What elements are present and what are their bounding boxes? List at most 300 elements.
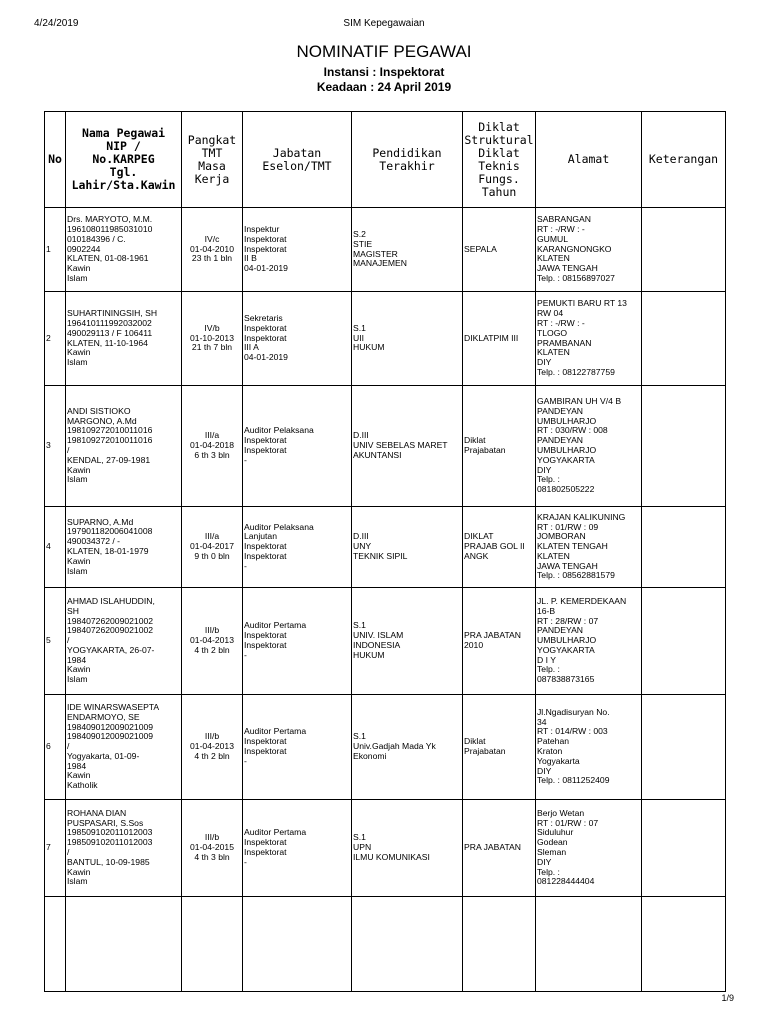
cell-nama-line: Islam	[67, 474, 88, 485]
cell-alamat-line: Telp. :	[537, 474, 560, 485]
cell-nama-line: 1984	[67, 760, 87, 771]
cell-pendidikan	[352, 507, 463, 588]
cell-alamat-line: PRAMBANAN	[537, 337, 592, 348]
cell-alamat-line: UMBULHARJO	[537, 415, 597, 426]
cell-jabatan	[243, 208, 352, 292]
cell-alamat-line: GUMUL	[537, 233, 569, 244]
cell-nama-line: ENDARMOYO, SE	[67, 711, 140, 722]
cell-alamat-line: PANDEYAN	[537, 625, 584, 636]
cell-jabatan-line: -	[244, 856, 247, 867]
cell-nama-line: Drs. MARYOTO, M.M.	[67, 214, 153, 225]
cell-nama-line: ANDI SISTIOKO	[67, 405, 131, 416]
cell-alamat-line: Jl.Ngadisuryan No.	[537, 706, 610, 717]
cell-alamat	[536, 386, 642, 507]
cell-pangkat-line: III/a	[204, 531, 220, 542]
cell-alamat-line: Telp. : 08562881579	[537, 570, 615, 581]
cell-alamat-line: Kraton	[537, 746, 563, 756]
cell-alamat-line: KLATEN TENGAH	[537, 541, 608, 552]
empty-cell	[243, 897, 352, 992]
cell-jabatan	[243, 588, 352, 695]
cell-nama-line: SUHARTININGSIH, SH	[67, 308, 158, 319]
cell-jabatan-line: Inspektorat	[244, 233, 287, 244]
cell-keterangan	[642, 292, 726, 386]
cell-pangkat-line: IV/b	[204, 322, 220, 333]
cell-nama-line: Kawin	[67, 770, 91, 781]
cell-no: 2	[45, 292, 66, 386]
cell-alamat-line: 087838873165	[537, 674, 595, 685]
cell-nama-line: Katholik	[67, 780, 98, 791]
table-row-empty	[45, 897, 726, 992]
cell-jabatan-line: -	[244, 755, 247, 766]
cell-diklat-line: DIKLATPIM III	[464, 332, 519, 343]
keadaan-label: Keadaan : 24 April 2019	[316, 80, 452, 94]
cell-nama-line: Kawin	[67, 263, 91, 274]
cell-jabatan-line: Inspektorat	[244, 332, 287, 343]
cell-pangkat	[182, 800, 243, 897]
cell-jabatan	[243, 695, 352, 800]
cell-nama-line: /	[67, 635, 70, 646]
cell-nama-line: MARGONO, A.Md	[67, 415, 137, 426]
cell-alamat-line: Patehan	[537, 736, 570, 747]
cell-pangkat-line: 4 th 2 bln	[194, 644, 230, 655]
header-nama-line: Nama Pegawai	[81, 126, 166, 140]
cell-pendidikan-line: HUKUM	[353, 342, 385, 353]
cell-alamat-line: PANDEYAN	[537, 435, 584, 446]
cell-pendidikan-line: UNIV. ISLAM	[353, 630, 404, 641]
cell-alamat-line: RT : 01/RW : 09	[537, 521, 599, 532]
cell-pangkat	[182, 208, 243, 292]
cell-pendidikan-line: D.III	[353, 531, 369, 542]
cell-nama-line: 198409012009021009	[67, 721, 154, 732]
cell-pendidikan-line: UPN	[353, 842, 372, 853]
cell-pangkat-line: 01-04-2017	[190, 541, 234, 552]
header-alamat: Alamat	[536, 112, 642, 208]
cell-nama	[66, 292, 182, 386]
cell-alamat-line: PEMUKTI BARU RT 13	[537, 298, 627, 309]
cell-pangkat-line: 4 th 3 bln	[194, 851, 230, 862]
table-row	[45, 695, 726, 800]
cell-jabatan-line: Inspektorat	[244, 640, 287, 650]
cell-jabatan-line: Inspektorat	[244, 243, 287, 254]
cell-jabatan-line: Inspektorat	[244, 541, 287, 552]
cell-diklat-line: 2010	[464, 640, 484, 650]
cell-pangkat	[182, 507, 243, 588]
header-pangkat-line: TMT	[201, 145, 223, 160]
cell-pendidikan-line: S.1	[353, 832, 366, 843]
empty-cell	[463, 897, 536, 992]
cell-nama-line: 0902244	[67, 243, 101, 254]
cell-jabatan-line: Inspektur	[244, 224, 280, 234]
cell-nama-line: KLATEN, 01-08-1961	[67, 253, 149, 264]
cell-pendidikan-line: Univ.Gadjah Mada Yk	[353, 741, 436, 752]
cell-pangkat	[182, 386, 243, 507]
table-row	[45, 800, 726, 897]
cell-pangkat-line: IV/c	[204, 233, 220, 244]
cell-jabatan-line: Inspektorat	[244, 435, 287, 446]
cell-alamat-line: 081228444404	[537, 876, 595, 887]
cell-pendidikan	[352, 588, 463, 695]
empty-cell	[182, 897, 243, 992]
cell-pendidikan-line: ILMU KOMUNIKASI	[353, 851, 430, 862]
cell-jabatan-line: Lanjutan	[244, 531, 277, 542]
header-pangkat-line: Kerja	[194, 171, 230, 186]
cell-jabatan-line: II B	[244, 253, 257, 264]
cell-keterangan	[642, 507, 726, 588]
cell-nama-line: Kawin	[67, 555, 91, 566]
cell-nama-line: 490034372 / -	[67, 536, 121, 547]
cell-alamat	[536, 292, 642, 386]
cell-alamat-line: Berjo Wetan	[537, 807, 585, 818]
cell-pendidikan-line: INDONESIA	[353, 640, 401, 650]
cell-jabatan-line: Inspektorat	[244, 550, 287, 561]
cell-alamat-line: RT : 014/RW : 003	[537, 726, 608, 737]
cell-pangkat-line: III/b	[204, 832, 220, 843]
cell-jabatan-line: Auditor Pelaksana	[244, 521, 314, 532]
cell-alamat-line: UMBULHARJO	[537, 635, 597, 646]
cell-alamat	[536, 507, 642, 588]
cell-alamat-line: RW 04	[537, 308, 564, 319]
cell-nama-line: Kawin	[67, 347, 91, 358]
cell-pangkat-line: 01-04-2013	[190, 635, 234, 646]
cell-alamat-line: RT : 01/RW : 07	[537, 817, 599, 828]
header-pangkat	[182, 112, 243, 208]
cell-jabatan-line: -	[244, 454, 247, 465]
cell-alamat-line: Sleman	[537, 847, 567, 857]
cell-pendidikan	[352, 208, 463, 292]
cell-diklat-line: Diklat	[464, 736, 486, 747]
cell-pendidikan-line: STIE	[353, 238, 373, 249]
cell-jabatan	[243, 800, 352, 897]
cell-alamat-line: SABRANGAN	[537, 214, 591, 225]
cell-no: 7	[45, 800, 66, 897]
cell-alamat-line: Telp. :	[537, 866, 560, 877]
cell-alamat-line: PANDEYAN	[537, 405, 584, 416]
cell-alamat-line: KRAJAN KALIKUNING	[537, 511, 626, 522]
cell-jabatan-line: Inspektorat	[244, 445, 287, 455]
header-nama-line: NIP /	[106, 139, 141, 153]
cell-alamat-line: RT : -/RW : -	[537, 224, 585, 234]
instansi-label: Instansi : Inspektorat	[323, 65, 445, 79]
cell-alamat-line: 34	[537, 716, 547, 727]
cell-alamat-line: GAMBIRAN UH V/4 B	[537, 396, 622, 407]
header-pendidikan	[352, 112, 463, 208]
header-diklat-line: Fungs.	[478, 171, 520, 186]
cell-alamat	[536, 800, 642, 897]
cell-diklat-line: PRA JABATAN	[464, 630, 521, 641]
cell-nama-line: Yogyakarta, 01-09-	[67, 750, 140, 761]
cell-alamat	[536, 695, 642, 800]
cell-jabatan-line: -	[244, 560, 247, 571]
cell-pangkat-line: 01-04-2013	[190, 741, 234, 752]
cell-nama-line: 198407262009021002	[67, 615, 154, 626]
print-date: 4/24/2019	[34, 18, 79, 29]
cell-nama-line: KLATEN, 11-10-1964	[67, 337, 148, 348]
cell-diklat	[463, 292, 536, 386]
cell-alamat-line: 16-B	[537, 605, 556, 616]
header-diklat	[463, 112, 536, 208]
cell-nama-line: KLATEN, 18-01-1979	[67, 546, 149, 556]
cell-diklat-line: Diklat	[464, 435, 486, 446]
cell-jabatan-line: Inspektorat	[244, 322, 287, 333]
cell-alamat-line: DIY	[537, 765, 552, 776]
header-jabatan	[243, 112, 352, 208]
header-jabatan-line: Jabatan	[272, 145, 322, 160]
cell-alamat-line: Telp. : 08156897027	[537, 272, 615, 283]
cell-pangkat-line: III/b	[204, 731, 220, 742]
cell-pendidikan-line: S.2	[353, 228, 366, 239]
app-title: SIM Kepegawaian	[343, 18, 425, 29]
cell-jabatan-line: Auditor Pertama	[244, 620, 307, 631]
cell-alamat-line: Telp. :	[537, 664, 560, 675]
cell-nama-line: /	[67, 847, 70, 857]
cell-jabatan-line: -	[244, 649, 247, 660]
cell-alamat-line: RT : -/RW : -	[537, 317, 585, 328]
cell-nama-line: AHMAD ISLAHUDDIN,	[67, 595, 155, 606]
header-pangkat-line: Masa	[198, 158, 226, 173]
cell-nama-line: KENDAL, 27-09-1981	[67, 454, 151, 465]
header-nama-line: No.KARPEG	[92, 152, 155, 166]
cell-alamat-line: Telp. : 0811252409	[537, 775, 610, 786]
cell-alamat-line: Telp. : 08122787759	[537, 366, 615, 377]
cell-no: 1	[45, 208, 66, 292]
cell-alamat	[536, 208, 642, 292]
cell-jabatan-line: Inspektorat	[244, 837, 287, 848]
cell-no: 4	[45, 507, 66, 588]
cell-pangkat	[182, 292, 243, 386]
cell-diklat	[463, 695, 536, 800]
table-row	[45, 386, 726, 507]
cell-jabatan-line: Inspektorat	[244, 736, 287, 747]
cell-nama	[66, 208, 182, 292]
cell-nama-line: 490029113 / F 106411	[67, 327, 153, 338]
header-nama-line: Tgl.	[109, 165, 138, 179]
cell-jabatan	[243, 292, 352, 386]
cell-jabatan-line: Inspektorat	[244, 847, 287, 857]
cell-pendidikan	[352, 800, 463, 897]
cell-alamat-line: DIY	[537, 357, 552, 368]
cell-nama	[66, 386, 182, 507]
cell-nama-line: 198509102011012003	[67, 837, 153, 848]
cell-nama-line: 198407262009021002	[67, 625, 154, 636]
cell-diklat	[463, 386, 536, 507]
cell-jabatan-line: Auditor Pertama	[244, 726, 307, 737]
header-pendidikan-line: Pendidikan	[372, 145, 442, 160]
cell-no: 6	[45, 695, 66, 800]
table-row	[45, 507, 726, 588]
header-diklat-line: Struktural	[464, 132, 534, 147]
cell-pendidikan-line: UNIV SEBELAS MARET	[353, 440, 448, 451]
header-pendidikan-line: Terakhir	[379, 158, 435, 173]
cell-nama-line: PUSPASARI, S.Sos	[67, 817, 144, 828]
cell-nama-line: 197901182006041008	[67, 526, 153, 537]
cell-nama-line: 198509102011012003	[67, 827, 153, 838]
cell-nama-line: BANTUL, 10-09-1985	[67, 856, 150, 867]
cell-jabatan-line: 04-01-2019	[244, 352, 288, 363]
cell-alamat-line: KLATEN	[537, 550, 570, 561]
cell-jabatan-line: Sekretaris	[244, 313, 283, 323]
cell-jabatan	[243, 507, 352, 588]
cell-nama-line: Kawin	[67, 464, 91, 475]
cell-alamat-line: DIY	[537, 464, 552, 475]
cell-nama-line: 1984	[67, 654, 87, 665]
cell-nama-line: Islam	[67, 674, 88, 685]
cell-diklat	[463, 507, 536, 588]
header-jabatan-line: Eselon/TMT	[262, 158, 332, 173]
cell-alamat-line: Godean	[537, 837, 568, 848]
cell-diklat-line: DIKLAT	[464, 531, 494, 542]
cell-alamat-line: D I Y	[537, 654, 556, 665]
cell-diklat-line: Prajabatan	[464, 746, 506, 756]
cell-nama-line: /	[67, 741, 70, 752]
cell-alamat-line: TLOGO	[537, 327, 568, 338]
cell-pangkat-line: III/a	[204, 430, 220, 441]
empty-cell	[66, 897, 182, 992]
cell-pendidikan	[352, 695, 463, 800]
cell-pendidikan-line: D.III	[353, 430, 369, 441]
header-keterangan: Keterangan	[642, 112, 726, 208]
header-pangkat-line: Pangkat	[187, 132, 237, 147]
cell-nama	[66, 800, 182, 897]
cell-jabatan-line: Auditor Pelaksana	[244, 425, 314, 436]
cell-pendidikan-line: TEKNIK SIPIL	[353, 550, 408, 561]
empty-cell	[536, 897, 642, 992]
cell-pendidikan-line: S.1	[353, 731, 366, 742]
cell-pangkat-line: 21 th 7 bln	[191, 342, 233, 353]
cell-nama-line: Islam	[67, 876, 88, 887]
cell-alamat-line: JAWA TENGAH	[537, 560, 598, 571]
cell-pangkat	[182, 588, 243, 695]
cell-pangkat	[182, 695, 243, 800]
cell-alamat-line: KARANGNONGKO	[537, 243, 612, 254]
cell-keterangan	[642, 588, 726, 695]
cell-pendidikan-line: S.1	[353, 620, 366, 631]
cell-pangkat-line: 4 th 2 bln	[194, 750, 230, 761]
cell-keterangan	[642, 386, 726, 507]
cell-pendidikan-line: S.1	[353, 322, 366, 333]
cell-pendidikan	[352, 386, 463, 507]
cell-no: 3	[45, 386, 66, 507]
cell-keterangan	[642, 208, 726, 292]
document-title: NOMINATIF PEGAWAI	[296, 42, 472, 61]
header-diklat-line: Tahun	[481, 184, 517, 199]
header-diklat-line: Diklat	[478, 119, 520, 134]
cell-alamat-line: YOGYAKARTA	[537, 454, 595, 465]
cell-nama-line: 198409012009021009	[67, 731, 154, 742]
cell-diklat	[463, 588, 536, 695]
cell-pendidikan-line: HUKUM	[353, 649, 385, 660]
cell-nama-line: 198109272010011016	[67, 435, 153, 446]
cell-alamat-line: 081802505222	[537, 484, 595, 495]
cell-nama-line: Islam	[67, 565, 88, 576]
cell-nama	[66, 695, 182, 800]
cell-pendidikan-line: Ekonomi	[353, 750, 387, 761]
table-header-row	[45, 112, 726, 208]
cell-alamat-line: KLATEN	[537, 253, 570, 264]
page-number: 1/9	[721, 993, 734, 1003]
cell-nama-line: 196108011985031010	[67, 224, 153, 234]
header-nama	[66, 112, 182, 208]
nominatif-table	[44, 111, 726, 992]
cell-nama-line: SH	[67, 605, 79, 616]
header-nama-line: Lahir/Sta.Kawin	[71, 178, 176, 192]
cell-alamat-line: JL. P. KEMERDEKAAN	[537, 595, 627, 606]
cell-pangkat-line: 01-04-2018	[190, 440, 234, 451]
header-no: No	[45, 112, 66, 208]
cell-pendidikan	[352, 292, 463, 386]
cell-nama-line: Kawin	[67, 866, 91, 877]
cell-nama-line: /	[67, 445, 70, 455]
cell-jabatan-line: Inspektorat	[244, 630, 287, 641]
empty-cell	[45, 897, 66, 992]
cell-pangkat-line: 9 th 0 bln	[194, 550, 230, 561]
cell-nama-line: SUPARNO, A.Md	[67, 516, 134, 527]
cell-pangkat-line: 6 th 3 bln	[194, 449, 230, 460]
cell-nama-line: IDE WINARSWASEPTA	[67, 701, 160, 712]
cell-nama	[66, 507, 182, 588]
cell-diklat-line: Prajabatan	[464, 445, 506, 455]
cell-jabatan-line: Inspektorat	[244, 746, 287, 756]
cell-diklat	[463, 800, 536, 897]
cell-pendidikan-line: UNY	[353, 541, 372, 552]
cell-alamat-line: UMBULHARJO	[537, 445, 597, 455]
cell-alamat-line: RT : 030/RW : 008	[537, 425, 608, 436]
cell-alamat-line: JOMBORAN	[537, 531, 586, 542]
cell-nama-line: Islam	[67, 357, 88, 368]
cell-pangkat-line: III/b	[204, 625, 220, 636]
table-row	[45, 292, 726, 386]
cell-diklat-line: PRA JABATAN	[464, 842, 521, 853]
empty-cell	[642, 897, 726, 992]
cell-keterangan	[642, 695, 726, 800]
cell-pangkat-line: 01-04-2015	[190, 842, 234, 853]
empty-cell	[352, 897, 463, 992]
cell-pendidikan-line: MANAJEMEN	[353, 258, 407, 269]
cell-pendidikan-line: AKUNTANSI	[353, 449, 402, 460]
cell-nama-line: Kawin	[67, 664, 91, 675]
cell-pangkat-line: 01-10-2013	[190, 332, 234, 343]
cell-alamat-line: RT : 28/RW : 07	[537, 615, 599, 626]
cell-jabatan-line: 04-01-2019	[244, 263, 288, 274]
cell-nama-line: 010184396 / C.	[67, 233, 126, 244]
cell-pangkat-line: 23 th 1 bln	[191, 253, 233, 264]
cell-alamat-line: Siduluhur	[537, 827, 574, 838]
cell-no: 5	[45, 588, 66, 695]
table-row	[45, 588, 726, 695]
cell-nama-line: Islam	[67, 272, 88, 283]
cell-diklat-line: PRAJAB GOL II	[464, 541, 525, 552]
cell-keterangan	[642, 800, 726, 897]
cell-alamat-line: YOGYAKARTA	[537, 644, 595, 655]
cell-pendidikan-line: UII	[353, 332, 364, 343]
cell-nama-line: 198109272010011016	[67, 425, 153, 436]
cell-alamat	[536, 588, 642, 695]
table-row	[45, 208, 726, 292]
cell-alamat-line: DIY	[537, 856, 552, 867]
cell-diklat-line: ANGK	[464, 550, 489, 561]
cell-alamat-line: KLATEN	[537, 347, 570, 358]
cell-pangkat-line: 01-04-2010	[190, 243, 234, 254]
header-diklat-line: Diklat	[478, 145, 520, 160]
cell-nama-line: YOGYAKARTA, 26-07-	[67, 644, 155, 655]
cell-jabatan-line: Auditor Pertama	[244, 827, 307, 838]
cell-pendidikan-line: MAGISTER	[353, 248, 398, 259]
cell-jabatan-line: III A	[244, 342, 259, 353]
cell-diklat	[463, 208, 536, 292]
cell-nama-line: ROHANA DIAN	[67, 807, 127, 818]
cell-alamat-line: JAWA TENGAH	[537, 263, 598, 274]
cell-nama-line: 196410111992032002	[67, 317, 152, 328]
cell-diklat-line: SEPALA	[464, 243, 497, 254]
